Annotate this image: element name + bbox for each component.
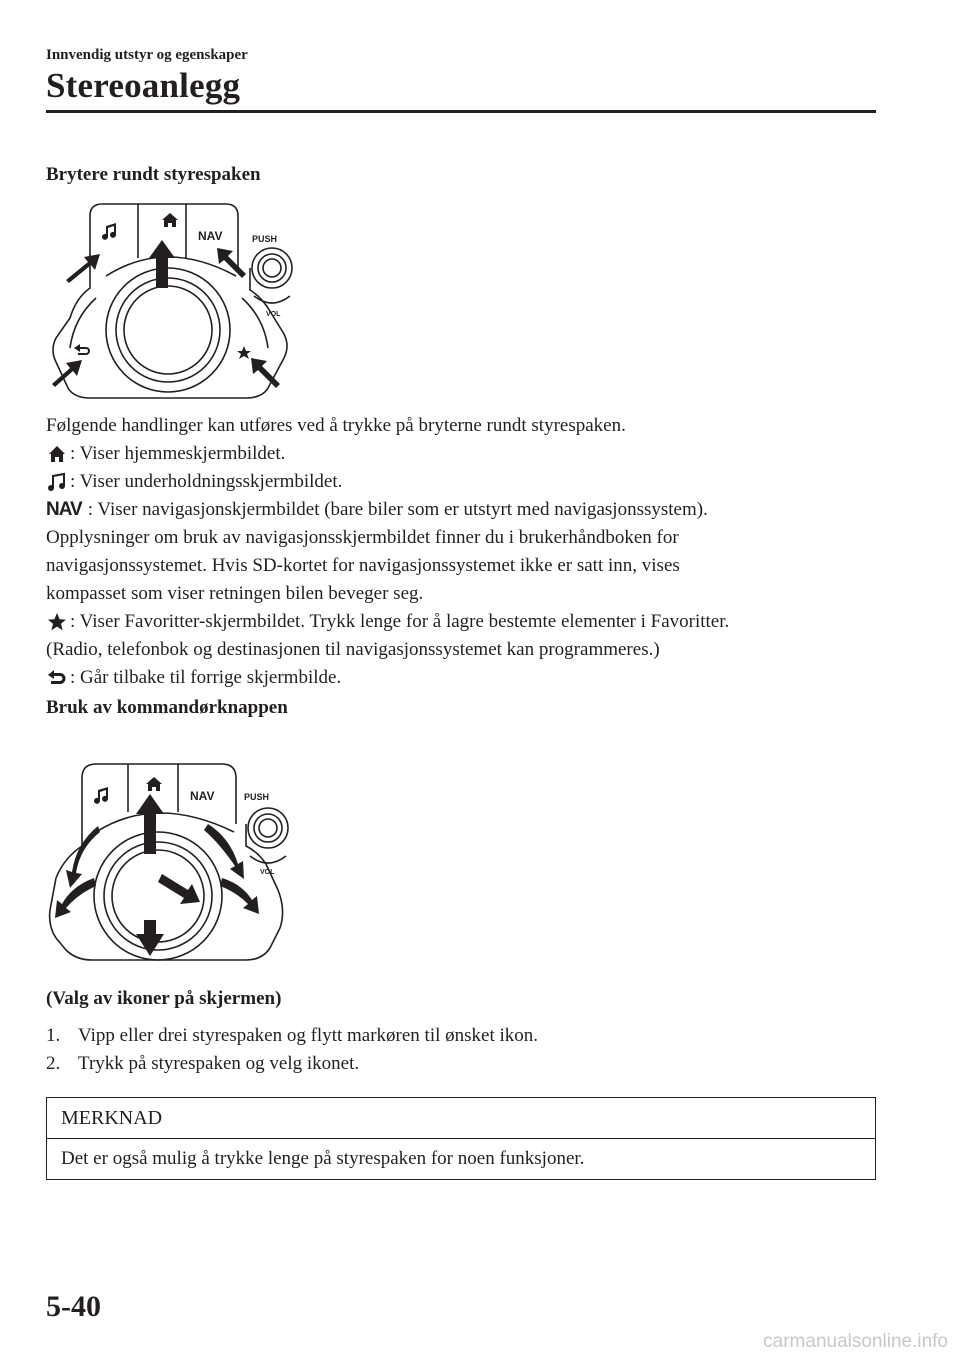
tilt-left-up-arrow <box>66 826 100 888</box>
note-text: Det er også mulig å trykke lenge på styrespaken for noen funksjoner. <box>61 1148 585 1169</box>
steps-list <box>46 1022 876 1078</box>
music-icon <box>94 787 108 804</box>
page-number: 5-40 <box>46 1290 101 1323</box>
push-label: PUSH <box>252 234 278 244</box>
press-arrow <box>158 874 200 904</box>
nav-figure-label: NAV <box>198 229 223 243</box>
item-nav: NAV : Viser navigasjonskjermbildet (bare biler som er utstyrt med navigasjonssystem). <box>46 496 876 524</box>
tilt-left-arrow <box>55 878 96 918</box>
list-item: 2. Trykk på styrespaken og velg ikonet. <box>46 1053 360 1074</box>
item-fav: : Viser Favoritter-skjermbildet. Trykk lenge for å lagre bestemte elementer i Favoritter. <box>46 608 876 636</box>
back-icon <box>46 667 68 689</box>
note-box <box>46 1097 876 1180</box>
chapter-title: Innvendig utstyr og egenskaper <box>46 47 248 63</box>
nav-detail-l2: Opplysninger om bruk av navigasjonsskjermbildet finner du i brukerhåndboken for <box>46 527 679 548</box>
switch-descriptions <box>46 412 876 692</box>
switch-intro: Følgende handlinger kan utføres ved å trykke på bryterne rundt styrespaken. <box>46 415 626 436</box>
watermark: carmanualsonline.info <box>763 1331 948 1352</box>
header-rule <box>46 110 876 113</box>
item-back: : Går tilbake til forrige skjermbilde. <box>46 664 876 692</box>
music-icon <box>102 223 116 240</box>
tilt-right-arrow <box>220 878 259 914</box>
fav-detail-l2: (Radio, telefonbok og destinasjonen til navigasjonssystemet kan programmeres.) <box>46 639 660 660</box>
vol-label: VOL <box>260 869 275 876</box>
commander-switch-illustration <box>46 198 306 404</box>
figure-commander-switches <box>46 198 306 409</box>
back-icon <box>74 344 90 355</box>
item-music: : Viser underholdningsskjermbildet. <box>46 468 876 496</box>
section-title: Stereoanlegg <box>46 66 241 105</box>
vol-label: VOL <box>266 311 281 318</box>
nav-icon: NAV <box>46 499 82 520</box>
nav-detail-l3: navigasjonssystemet. Hvis SD-kortet for navigasjonssystemet ikke er satt inn, vises <box>46 555 680 576</box>
push-label: PUSH <box>244 792 270 802</box>
star-icon <box>237 346 251 359</box>
arrow-music <box>66 254 100 283</box>
icon-selection-label: (Valg av ikoner på skjermen) <box>46 988 282 1009</box>
home-icon <box>46 443 68 465</box>
heading-switches: Brytere rundt styrespaken <box>46 164 261 185</box>
home-icon <box>146 777 162 791</box>
nav-detail-l4: kompasset som viser retningen bilen beveger seg. <box>46 583 424 604</box>
figure-commander-operation <box>46 760 306 971</box>
commander-operation-illustration <box>46 760 306 966</box>
music-icon <box>46 471 68 493</box>
list-item: 1. Vipp eller drei styrespaken og flytt markøren til ønsket ikon. <box>46 1025 539 1046</box>
item-home: : Viser hjemmeskjermbildet. <box>46 440 876 468</box>
nav-figure-label: NAV <box>190 789 215 803</box>
note-title: MERKNAD <box>47 1098 875 1139</box>
star-icon <box>46 611 68 633</box>
heading-commander-use: Bruk av kommandørknappen <box>46 697 288 718</box>
tilt-right-up-arrow <box>204 824 244 879</box>
home-icon <box>162 213 178 227</box>
